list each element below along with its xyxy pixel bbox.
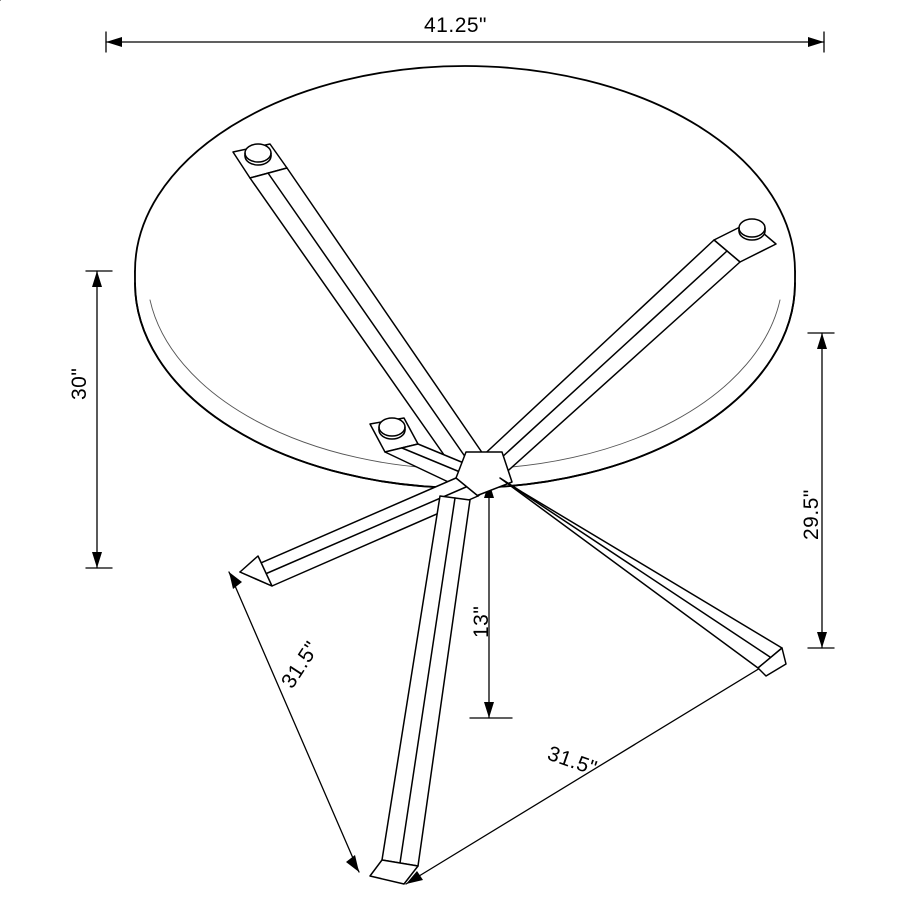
dimension-label-height-left: 30"	[68, 367, 91, 400]
dimension-label-depth-left: 31.5"	[277, 637, 324, 693]
dimension-label-width: 41.25"	[424, 14, 488, 37]
leg-lower-right	[500, 478, 786, 676]
dimension-label-height-right: 29.5"	[800, 489, 823, 540]
dimension-height-left	[86, 271, 112, 568]
leg-lower-center	[370, 496, 470, 884]
dimension-depth-left	[229, 572, 359, 872]
dimension-base-height	[470, 482, 512, 718]
dimension-label-depth-right: 31.5"	[544, 742, 601, 781]
dimension-label-base-height: 13"	[470, 605, 493, 638]
